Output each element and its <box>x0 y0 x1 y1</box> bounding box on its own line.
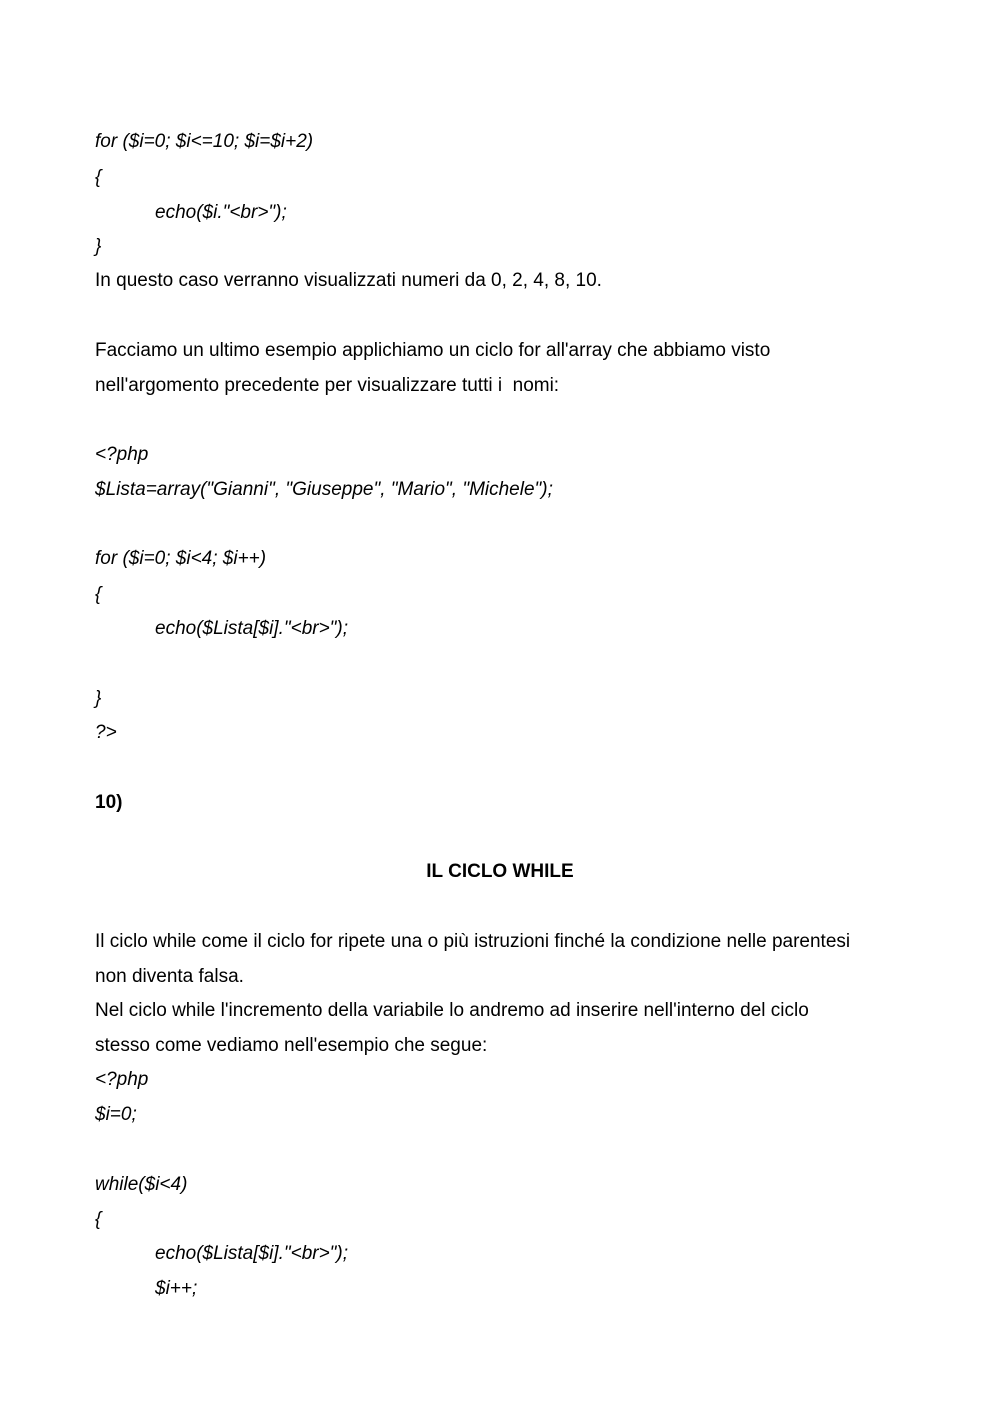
code-line-echo: echo($i."<br>"); <box>155 202 287 223</box>
paragraph-text: nell'argomento precedente per visualizzare tutti i nomi: <box>95 375 560 396</box>
paragraph-text: In questo caso verranno visualizzati numeri da 0, 2, 4, 8, 10. <box>95 270 602 291</box>
code-line-while-header: while($i<4) <box>95 1174 188 1195</box>
code-line-brace-open: { <box>95 1209 102 1230</box>
code-line-for-header: for ($i=0; $i<4; $i++) <box>95 548 267 569</box>
code-line-brace-close: } <box>95 688 102 709</box>
paragraph-text: Il ciclo while come il ciclo for ripete una o più istruzioni finché la condizione nelle parentesi <box>95 931 851 952</box>
code-line-array: $Lista=array("Gianni", "Giuseppe", "Mario", "Michele"); <box>95 479 553 500</box>
code-line-php-open: <?php <box>95 444 149 465</box>
code-line-brace-close: } <box>95 236 102 257</box>
code-line-brace-open: { <box>95 584 102 605</box>
code-line-echo: echo($Lista[$i]."<br>"); <box>155 1243 349 1264</box>
paragraph-text: non diventa falsa. <box>95 966 244 987</box>
code-line-php-close: ?> <box>95 722 117 743</box>
paragraph-text: Facciamo un ultimo esempio applichiamo un ciclo for all'array che abbiamo visto <box>95 340 771 361</box>
code-line-increment: $i++; <box>155 1278 198 1299</box>
section-number: 10) <box>95 792 123 813</box>
code-line-init: $i=0; <box>95 1104 137 1125</box>
paragraph-text: Nel ciclo while l'incremento della variabile lo andremo ad inserire nell'interno del ciclo <box>95 1000 809 1021</box>
section-title: IL CICLO WHILE <box>426 861 574 882</box>
code-line-brace-open: { <box>95 167 102 188</box>
paragraph-text: stesso come vediamo nell'esempio che segue: <box>95 1035 488 1056</box>
code-line-php-open: <?php <box>95 1069 149 1090</box>
code-line-echo: echo($Lista[$i]."<br>"); <box>155 618 349 639</box>
code-line-for-header: for ($i=0; $i<=10; $i=$i+2) <box>95 131 314 152</box>
